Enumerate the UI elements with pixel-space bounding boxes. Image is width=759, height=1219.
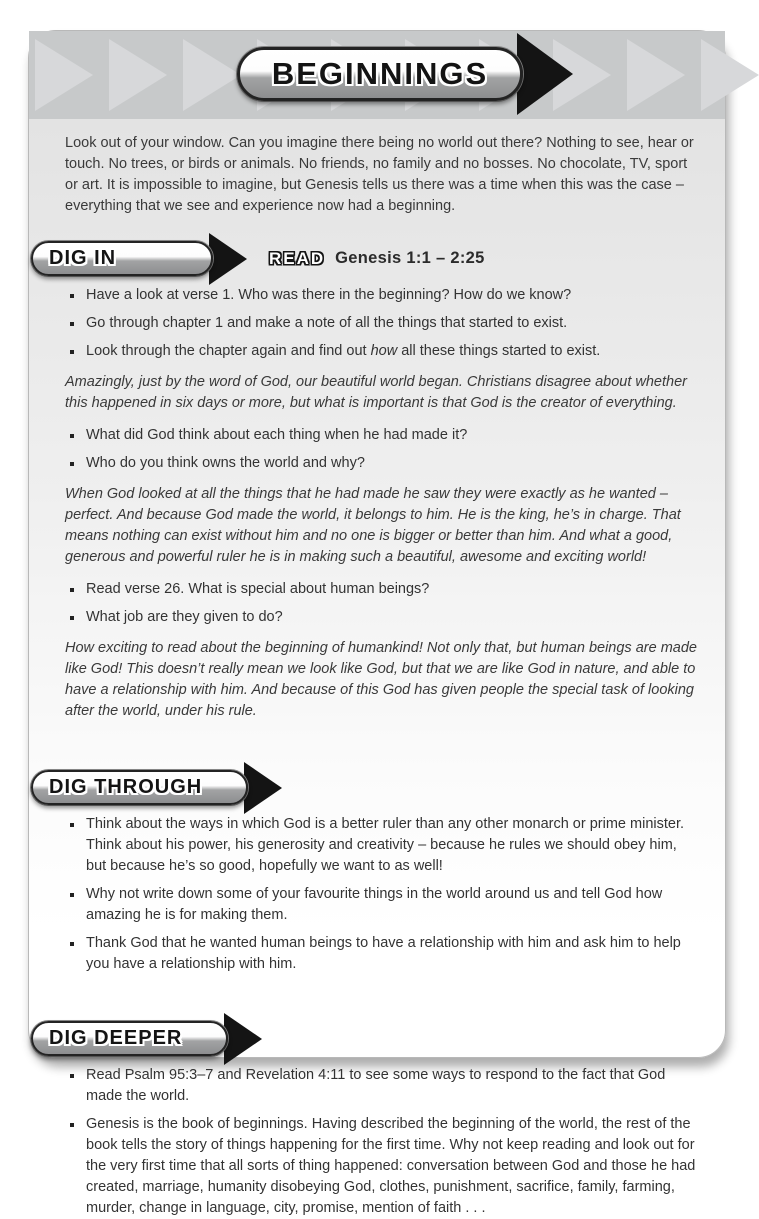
dig-deeper-pill — [31, 1021, 228, 1056]
triangle-arrow-icon — [627, 39, 685, 111]
section-header-dig-through — [29, 770, 697, 805]
worksheet-page — [28, 30, 726, 1216]
arrow-right-icon — [209, 233, 247, 285]
section-header-dig-deeper — [29, 1021, 697, 1056]
list-item: Thank God that he wanted human beings to have a relationship with him and ask him to help you have a relationship with him. — [65, 933, 697, 975]
list-item: Think about the ways in which God is a better ruler than any other monarch or prime minister. Think about his power, his generosity and creativity – because he rules we should obey him, but because he’s so good, hopefully we want to as well! — [65, 814, 697, 877]
intro-paragraph: Look out of your window. Can you imagine there being no world out there? Nothing to see, hear or touch. No trees, or birds or animals. No friends, no family and no bosses. No chocolate, TV, sport or art. It is impossible to imagine, but Genesis tells us there was a time when this was the case – everything that we see and experience now had a beginning. — [65, 135, 694, 214]
dig-in-pill — [31, 241, 213, 276]
list-item: Why not write down some of your favourite things in the world around us and tell God how amazing he is for making them. — [65, 884, 697, 926]
list-item: Who do you think owns the world and why? — [65, 453, 697, 474]
section-header-dig-in — [29, 241, 697, 276]
triangle-arrow-icon — [183, 39, 241, 111]
read-assignment — [269, 249, 485, 269]
commentary-paragraph: When God looked at all the things that he had made he saw they were exactly as he wanted – perfect. And because God made the world, it belongs to him. He is the king, he’s in charge. That means nothing can exist without him and no one is bigger or better than him. And what a good, generous and powerful ruler he is in making such a beautiful, awesome and exciting world! — [65, 486, 681, 565]
bullet-list — [65, 285, 697, 362]
bullet-list — [65, 579, 697, 628]
dig-deeper-banner — [31, 1021, 228, 1056]
title-pill — [237, 47, 523, 101]
list-item — [65, 341, 697, 362]
list-item: Have a look at verse 1. Who was there in the beginning? How do we know? — [65, 285, 697, 306]
section-title-dig-deeper: DIG DEEPER — [49, 1027, 183, 1049]
dig-in-banner — [31, 241, 213, 276]
triangle-arrow-icon — [109, 39, 167, 111]
bullet-list — [65, 425, 697, 474]
dig-through-pill — [31, 770, 248, 805]
commentary-paragraph: Amazingly, just by the word of God, our beautiful world began. Christians disagree about whether this happened in six days or more, but what is important is that God is the creator of everything. — [65, 374, 687, 411]
list-item: Genesis is the book of beginnings. Having described the beginning of the world, the rest of the book tells the story of things happening for the first time. Why not keep reading and look out for the very first time that all sorts of thing happened: conversation between God and those he had created, marriage, humanity disobeying God, clothes, punishment, sacrifice, family, farming, murder, change in language, city, promise, mention of faith . . . — [65, 1114, 697, 1219]
list-item: Go through chapter 1 and make a note of all the things that started to exist. — [65, 313, 697, 334]
section-title-dig-through: DIG THROUGH — [49, 776, 203, 798]
read-label: READ — [269, 248, 326, 268]
commentary-paragraph: How exciting to read about the beginning of humankind! Not only that, but human beings are made like God! This doesn’t really mean we look like God, but that we are like God in nature, and able to have a relationship with him. And because of this God has given people the special task of looking after the world, under his rule. — [65, 640, 697, 719]
list-item: What did God think about each thing when he had made it? — [65, 425, 697, 446]
list-item: What job are they given to do? — [65, 607, 697, 628]
list-item: Read Psalm 95:3–7 and Revelation 4:11 to see some ways to respond to the fact that God made the world. — [65, 1065, 697, 1107]
list-item-text: Look through the chapter again and find out — [86, 343, 371, 359]
arrow-right-icon — [224, 1013, 262, 1065]
arrow-right-icon — [244, 762, 282, 814]
triangle-arrow-icon — [35, 39, 93, 111]
bullet-list — [65, 814, 697, 975]
title-banner — [237, 47, 523, 101]
triangle-arrow-icon — [701, 39, 759, 111]
bullet-list — [65, 1065, 697, 1219]
page-content — [29, 133, 725, 1219]
list-item-text: all these things started to exist. — [397, 343, 601, 359]
section-title-dig-in: DIG IN — [49, 247, 117, 269]
list-item: Read verse 26. What is special about human beings? — [65, 579, 697, 600]
page-title: BEGINNINGS — [271, 56, 489, 91]
scripture-reference: Genesis 1:1 – 2:25 — [335, 249, 485, 267]
header-band — [29, 31, 725, 119]
dig-through-banner — [31, 770, 248, 805]
arrow-right-icon — [517, 33, 573, 115]
list-item-emphasis: how — [370, 343, 398, 359]
